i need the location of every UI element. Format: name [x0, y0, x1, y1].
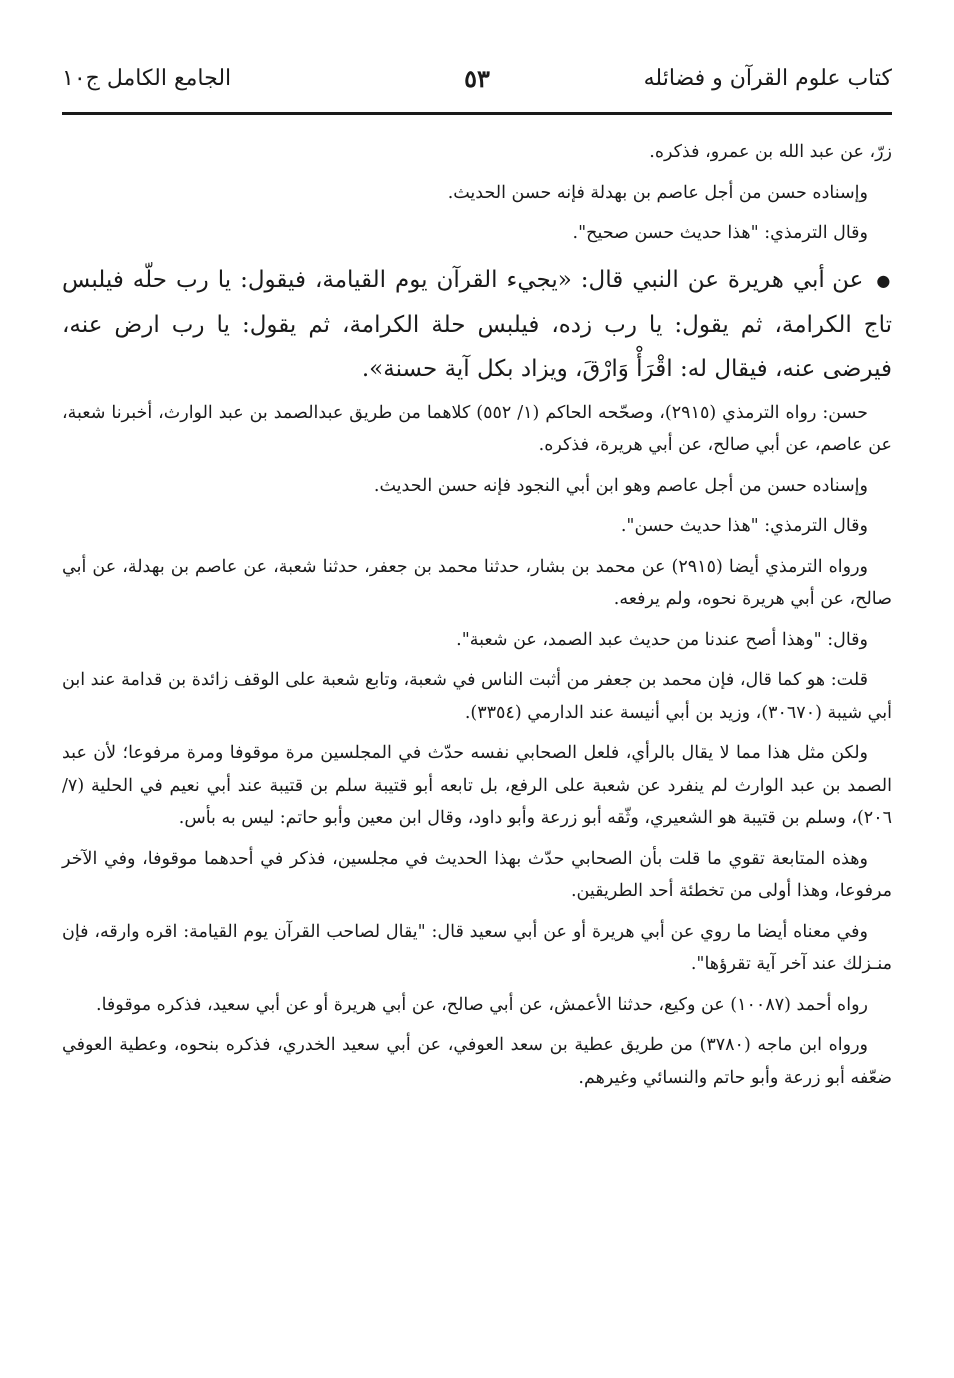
- paragraph: قلت: هو كما قال، فإن محمد بن جعفر من أثبت الناس في شعبة، وتابع شعبة على الوقف زائدة بن قدامة عند ابن أبي شيبة (٣٠٦٧٠)، وزيد بن أبي أنيسة عند الدارمي (٣٣٥٤).: [62, 670, 892, 723]
- paragraph: وفي معناه أيضا ما روي عن أبي هريرة أو عن أبي سعيد قال: "يقال لصاحب القرآن يوم القيامة: اقره وارقه، فإن منـزلك عند آخر آية تقرؤها".: [62, 921, 892, 974]
- bullet-icon: ●: [876, 270, 892, 290]
- page-body: [62, 136, 892, 1102]
- page-header: [62, 58, 892, 102]
- paragraph: وإسناده حسن من أجل عاصم وهو ابن أبي النجود فإنه حسن الحديث.: [373, 475, 868, 496]
- paragraph: ورواه ابن ماجه (٣٧٨٠) من طريق عطية بن سعد العوفي، عن أبي سعيد الخدري، فذكره بنحوه، وعطية العوفي ضعّفه أبو زرعة وأبو حاتم والنسائي وغيرهم.: [62, 1035, 892, 1088]
- paragraph: وقال الترمذي: "هذا حديث حسن".: [620, 516, 868, 536]
- paragraph: ولكن مثل هذا مما لا يقال بالرأي، فلعل الصحابي نفسه حدّث في المجلسين مرة موقوفا ومرة مرفوعا؛ لأن عبد الصمد بن عبد الوارث لم ينفرد عن شعبة على الرفع، بل تابعه أبو قتيبة سلم بن قتيبة عند أبي نعيم في الحلية (٧/ ٢٠٦)، وسلم بن قتيبة هو الشعيري، وثّقه أبو زرعة وأبو داود، وقال ابن معين وأبو حاتم: ليس به بأس.: [62, 743, 892, 828]
- header-rule: [62, 112, 892, 115]
- hadith-text: عن أبي هريرة عن النبي قال: «يجيء القرآن يوم القيامة، فيقول: يا رب حلّه فيلبس تاج الكرامة، ثم يقول: يا رب زده، فيلبس حلة الكرامة، ثم يقول: يا رب ارض عنه، فيرضى عنه، فيقال له: اقْرَأْ وَارْقَ، ويزاد بكل آية حسنة».: [62, 266, 892, 382]
- paragraph: وإسناده حسن من أجل عاصم بن بهدلة فإنه حسن الحديث.: [447, 182, 868, 203]
- hadith-paragraph: [62, 258, 892, 391]
- page-number: ٥٣: [464, 64, 490, 93]
- paragraph: وقال: "وهذا أصح عندنا من حديث عبد الصمد، عن شعبة".: [456, 629, 868, 650]
- book-title: كتاب علوم القرآن و فضائله: [643, 66, 892, 91]
- paragraph: وهذه المتابعة تقوي ما قلت بأن الصحابي حدّث بهذا الحديث في مجلسين، فذكر في أحدهما موقوفا، وفي الآخر مرفوعا، وهذا أولى من تخطئة أحد الطريقين.: [62, 848, 892, 901]
- paragraph: وقال الترمذي: "هذا حديث حسن صحيح".: [572, 223, 868, 243]
- paragraph: حسن: رواه الترمذي (٢٩١٥)، وصحّحه الحاكم (١/ ٥٥٢) كلاهما من طريق عبدالصمد بن عبد الوارث، أخبرنا شعبة، عن عاصم، عن أبي صالح، عن أبي هريرة، فذكره.: [62, 402, 892, 455]
- paragraph: ورواه الترمذي أيضا (٢٩١٥) عن محمد بن بشار، حدثنا محمد بن جعفر، حدثنا شعبة، عن عاصم بن بهدلة، عن أبي صالح، عن أبي هريرة نحوه، ولم يرفعه.: [62, 556, 892, 609]
- paragraph: رواه أحمد (١٠٠٨٧) عن وكيع، حدثنا الأعمش، عن أبي صالح، عن أبي هريرة أو عن أبي سعيد، فذكره موقوفا.: [96, 994, 868, 1015]
- series-title: الجامع الكامل ج١٠: [62, 66, 232, 91]
- paragraph: زرّ، عن عبد الله بن عمرو، فذكره.: [649, 142, 892, 162]
